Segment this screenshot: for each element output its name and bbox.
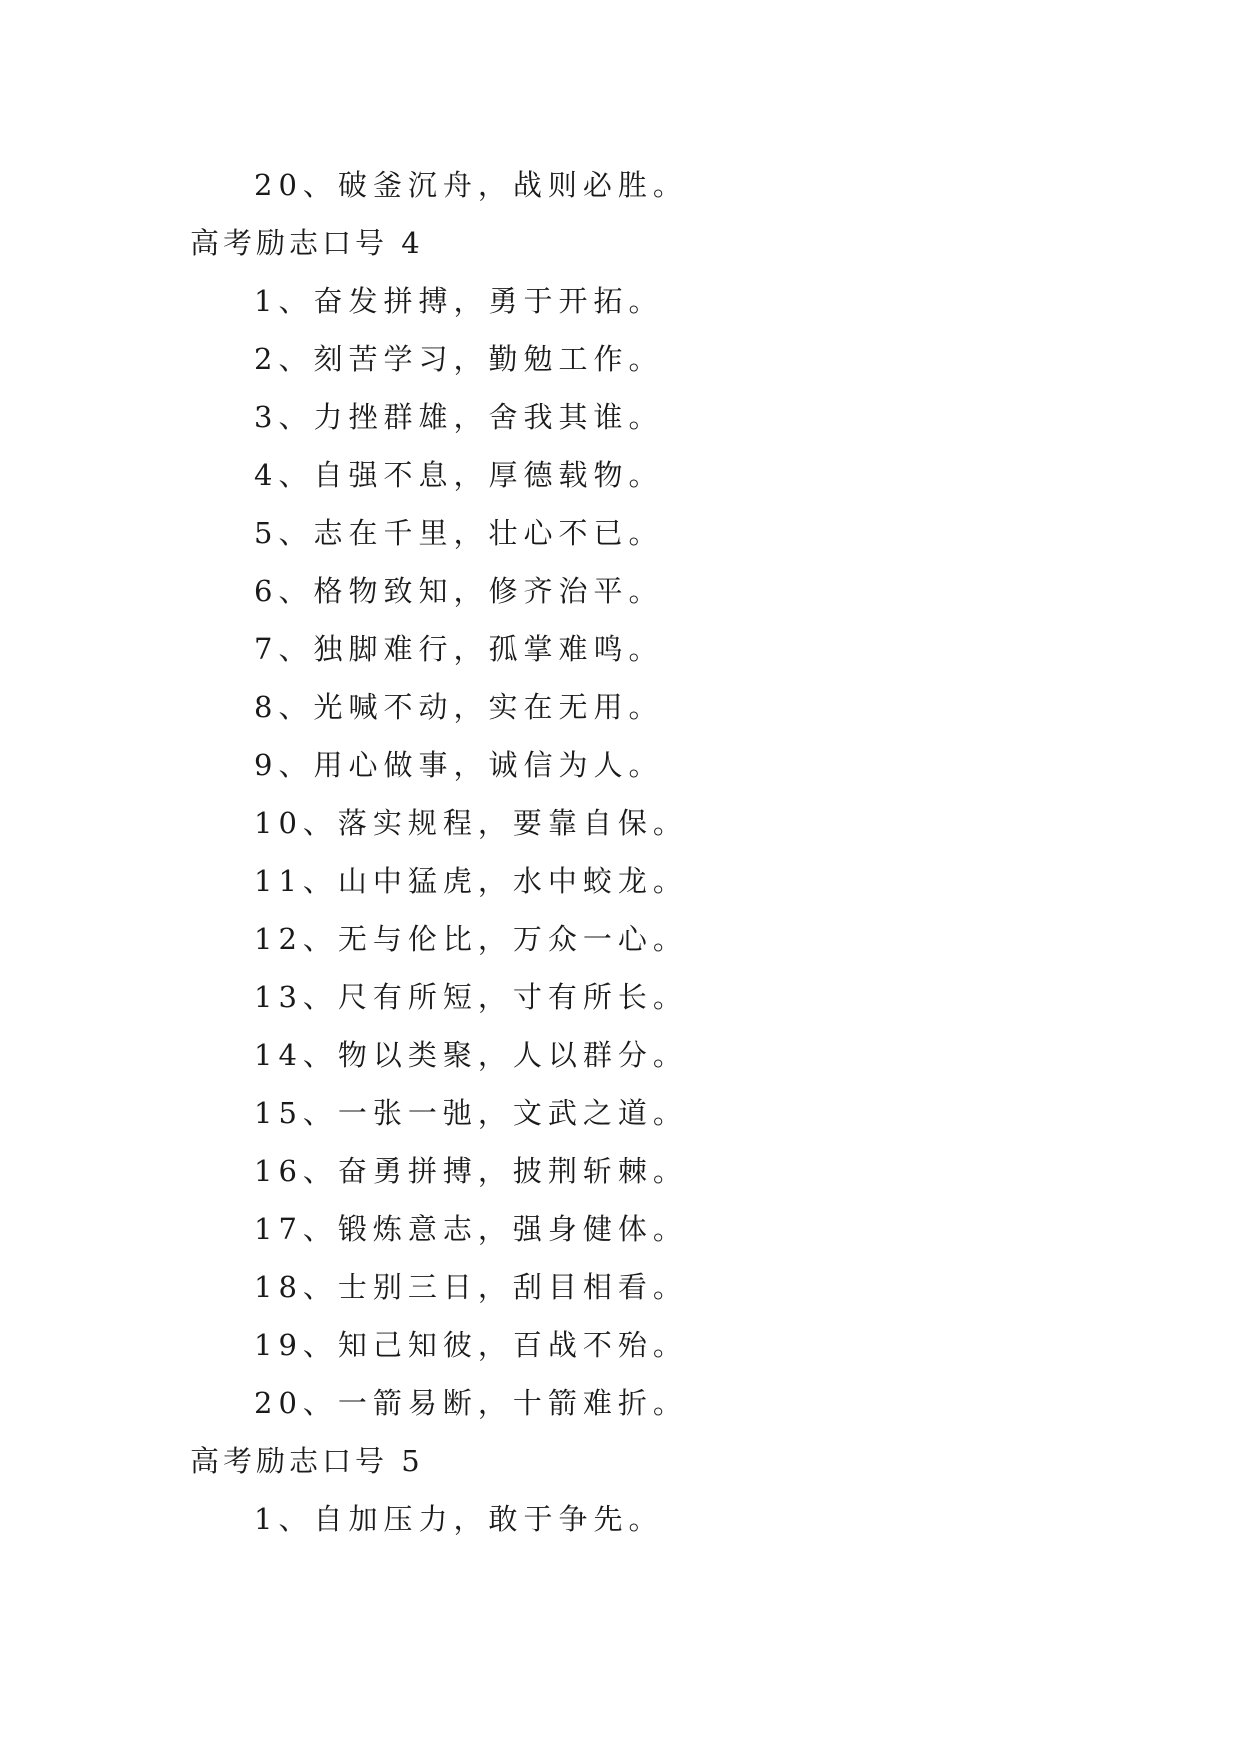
list-item: 10、落实规程，要靠自保。 xyxy=(254,806,688,840)
section-heading: 高考励志口号 4 xyxy=(190,226,424,260)
list-item: 2、刻苦学习，勤勉工作。 xyxy=(254,342,664,376)
list-item: 5、志在千里，壮心不已。 xyxy=(254,516,664,550)
list-item: 7、独脚难行，孤掌难鸣。 xyxy=(254,632,664,666)
list-item: 1、奋发拼搏，勇于开拓。 xyxy=(254,284,664,318)
list-item: 4、自强不息，厚德载物。 xyxy=(254,458,664,492)
list-item: 3、力挫群雄，舍我其谁。 xyxy=(254,400,664,434)
section-heading: 高考励志口号 5 xyxy=(190,1444,424,1478)
list-item: 16、奋勇拼搏，披荆斩棘。 xyxy=(254,1154,688,1188)
list-item: 8、光喊不动，实在无用。 xyxy=(254,690,664,724)
list-item: 12、无与伦比，万众一心。 xyxy=(254,922,688,956)
list-item: 6、格物致知，修齐治平。 xyxy=(254,574,664,608)
list-item: 20、破釜沉舟，战则必胜。 xyxy=(254,168,688,202)
list-item: 9、用心做事，诚信为人。 xyxy=(254,748,664,782)
list-item: 17、锻炼意志，强身健体。 xyxy=(254,1212,688,1246)
list-item: 20、一箭易断，十箭难折。 xyxy=(254,1386,688,1420)
list-item: 14、物以类聚，人以群分。 xyxy=(254,1038,688,1072)
list-item: 19、知己知彼，百战不殆。 xyxy=(254,1328,688,1362)
list-item: 11、山中猛虎，水中蛟龙。 xyxy=(254,864,688,898)
list-item: 1、自加压力，敢于争先。 xyxy=(254,1502,664,1536)
list-item: 15、一张一弛，文武之道。 xyxy=(254,1096,688,1130)
list-item: 13、尺有所短，寸有所长。 xyxy=(254,980,688,1014)
list-item: 18、士别三日，刮目相看。 xyxy=(254,1270,688,1304)
